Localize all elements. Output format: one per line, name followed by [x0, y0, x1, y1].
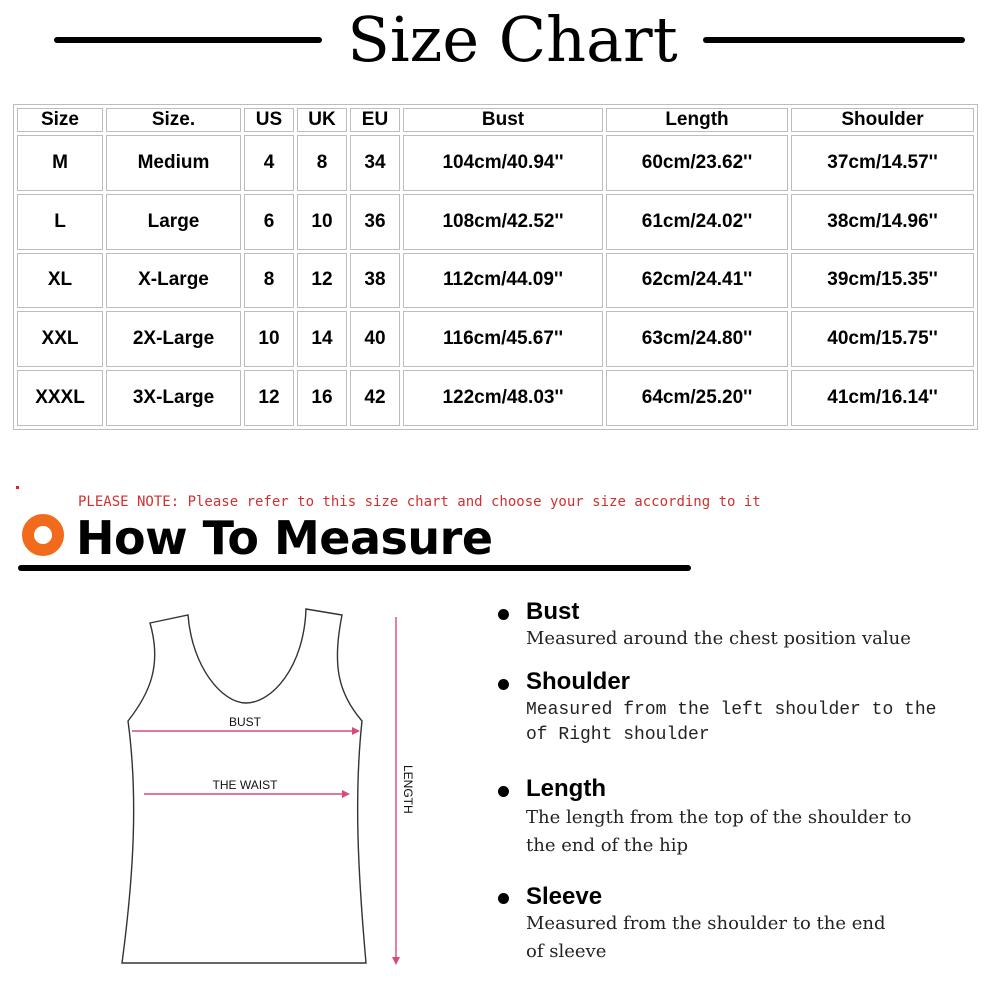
title-rule-right	[703, 37, 965, 43]
measure-desc: The length from the top of the shoulder to	[526, 807, 912, 828]
size-chart-header	[0, 0, 1000, 84]
cell-size-name: 2X-Large	[106, 311, 241, 367]
cell-eu: 34	[350, 135, 400, 191]
header-uk: UK	[297, 108, 347, 132]
measure-desc: the end of the hip	[526, 835, 688, 856]
cell-eu: 42	[350, 370, 400, 426]
how-to-measure-title: How To Measure	[76, 511, 493, 565]
table-row	[17, 311, 974, 367]
page-title: Size Chart	[347, 3, 678, 76]
cell-eu: 36	[350, 194, 400, 250]
measure-name: Sleeve	[526, 883, 603, 910]
measure-desc: Measured from the left shoulder to the	[526, 700, 937, 720]
measure-name: Bust	[526, 598, 580, 625]
cell-us: 4	[244, 135, 294, 191]
tank-top-diagram	[110, 605, 430, 970]
header-bust: Bust	[403, 108, 603, 132]
cell-size: XL	[17, 253, 103, 309]
cell-us: 8	[244, 253, 294, 309]
cell-length: 63cm/24.80''	[606, 311, 788, 367]
measure-desc: of sleeve	[526, 941, 607, 962]
cell-uk: 10	[297, 194, 347, 250]
cell-size-name: 3X-Large	[106, 370, 241, 426]
cell-length: 62cm/24.41''	[606, 253, 788, 309]
cell-eu: 40	[350, 311, 400, 367]
cell-shoulder: 38cm/14.96''	[791, 194, 974, 250]
header-size-name: Size.	[106, 108, 241, 132]
cell-shoulder: 41cm/16.14''	[791, 370, 974, 426]
bullet-icon	[498, 609, 509, 620]
table-row	[17, 370, 974, 426]
header-shoulder: Shoulder	[791, 108, 974, 132]
cell-us: 12	[244, 370, 294, 426]
cell-size: L	[17, 194, 103, 250]
cell-uk: 14	[297, 311, 347, 367]
cell-size: XXXL	[17, 370, 103, 426]
cell-length: 64cm/25.20''	[606, 370, 788, 426]
cell-bust: 108cm/42.52''	[403, 194, 603, 250]
table-row	[17, 253, 974, 309]
cell-eu: 38	[350, 253, 400, 309]
cell-uk: 16	[297, 370, 347, 426]
cell-shoulder: 40cm/15.75''	[791, 311, 974, 367]
measure-name: Shoulder	[526, 668, 631, 695]
title-rule-left	[54, 37, 322, 43]
bullet-icon	[498, 786, 509, 797]
cell-bust: 112cm/44.09''	[403, 253, 603, 309]
decorative-dot	[16, 486, 19, 489]
measure-desc: of Right shoulder	[526, 725, 710, 745]
ring-icon	[22, 514, 64, 556]
header-length: Length	[606, 108, 788, 132]
cell-length: 61cm/24.02''	[606, 194, 788, 250]
cell-shoulder: 37cm/14.57''	[791, 135, 974, 191]
measure-desc: Measured around the chest position value	[526, 628, 911, 649]
cell-size-name: Medium	[106, 135, 241, 191]
cell-us: 10	[244, 311, 294, 367]
cell-bust: 104cm/40.94''	[403, 135, 603, 191]
bust-label: BUST	[228, 715, 262, 729]
cell-bust: 116cm/45.67''	[403, 311, 603, 367]
table-row	[17, 194, 974, 250]
header-eu: EU	[350, 108, 400, 132]
header-us: US	[244, 108, 294, 132]
cell-shoulder: 39cm/15.35''	[791, 253, 974, 309]
table-row	[17, 135, 974, 191]
table-header-row	[17, 108, 974, 132]
cell-length: 60cm/23.62''	[606, 135, 788, 191]
cell-us: 6	[244, 194, 294, 250]
how-to-measure-underline	[18, 565, 691, 571]
size-table	[13, 104, 978, 430]
measure-desc: Measured from the shoulder to the end	[526, 913, 886, 934]
cell-size: XXL	[17, 311, 103, 367]
cell-uk: 8	[297, 135, 347, 191]
length-label: LENGTH	[401, 765, 415, 814]
waist-label: THE WAIST	[212, 778, 278, 792]
cell-uk: 12	[297, 253, 347, 309]
bullet-icon	[498, 679, 509, 690]
cell-size: M	[17, 135, 103, 191]
bullet-icon	[498, 893, 509, 904]
measure-name: Length	[526, 775, 606, 802]
cell-size-name: Large	[106, 194, 241, 250]
header-size: Size	[17, 108, 103, 132]
cell-bust: 122cm/48.03''	[403, 370, 603, 426]
please-note: PLEASE NOTE: Please refer to this size chart and choose your size according to it	[78, 494, 761, 510]
cell-size-name: X-Large	[106, 253, 241, 309]
